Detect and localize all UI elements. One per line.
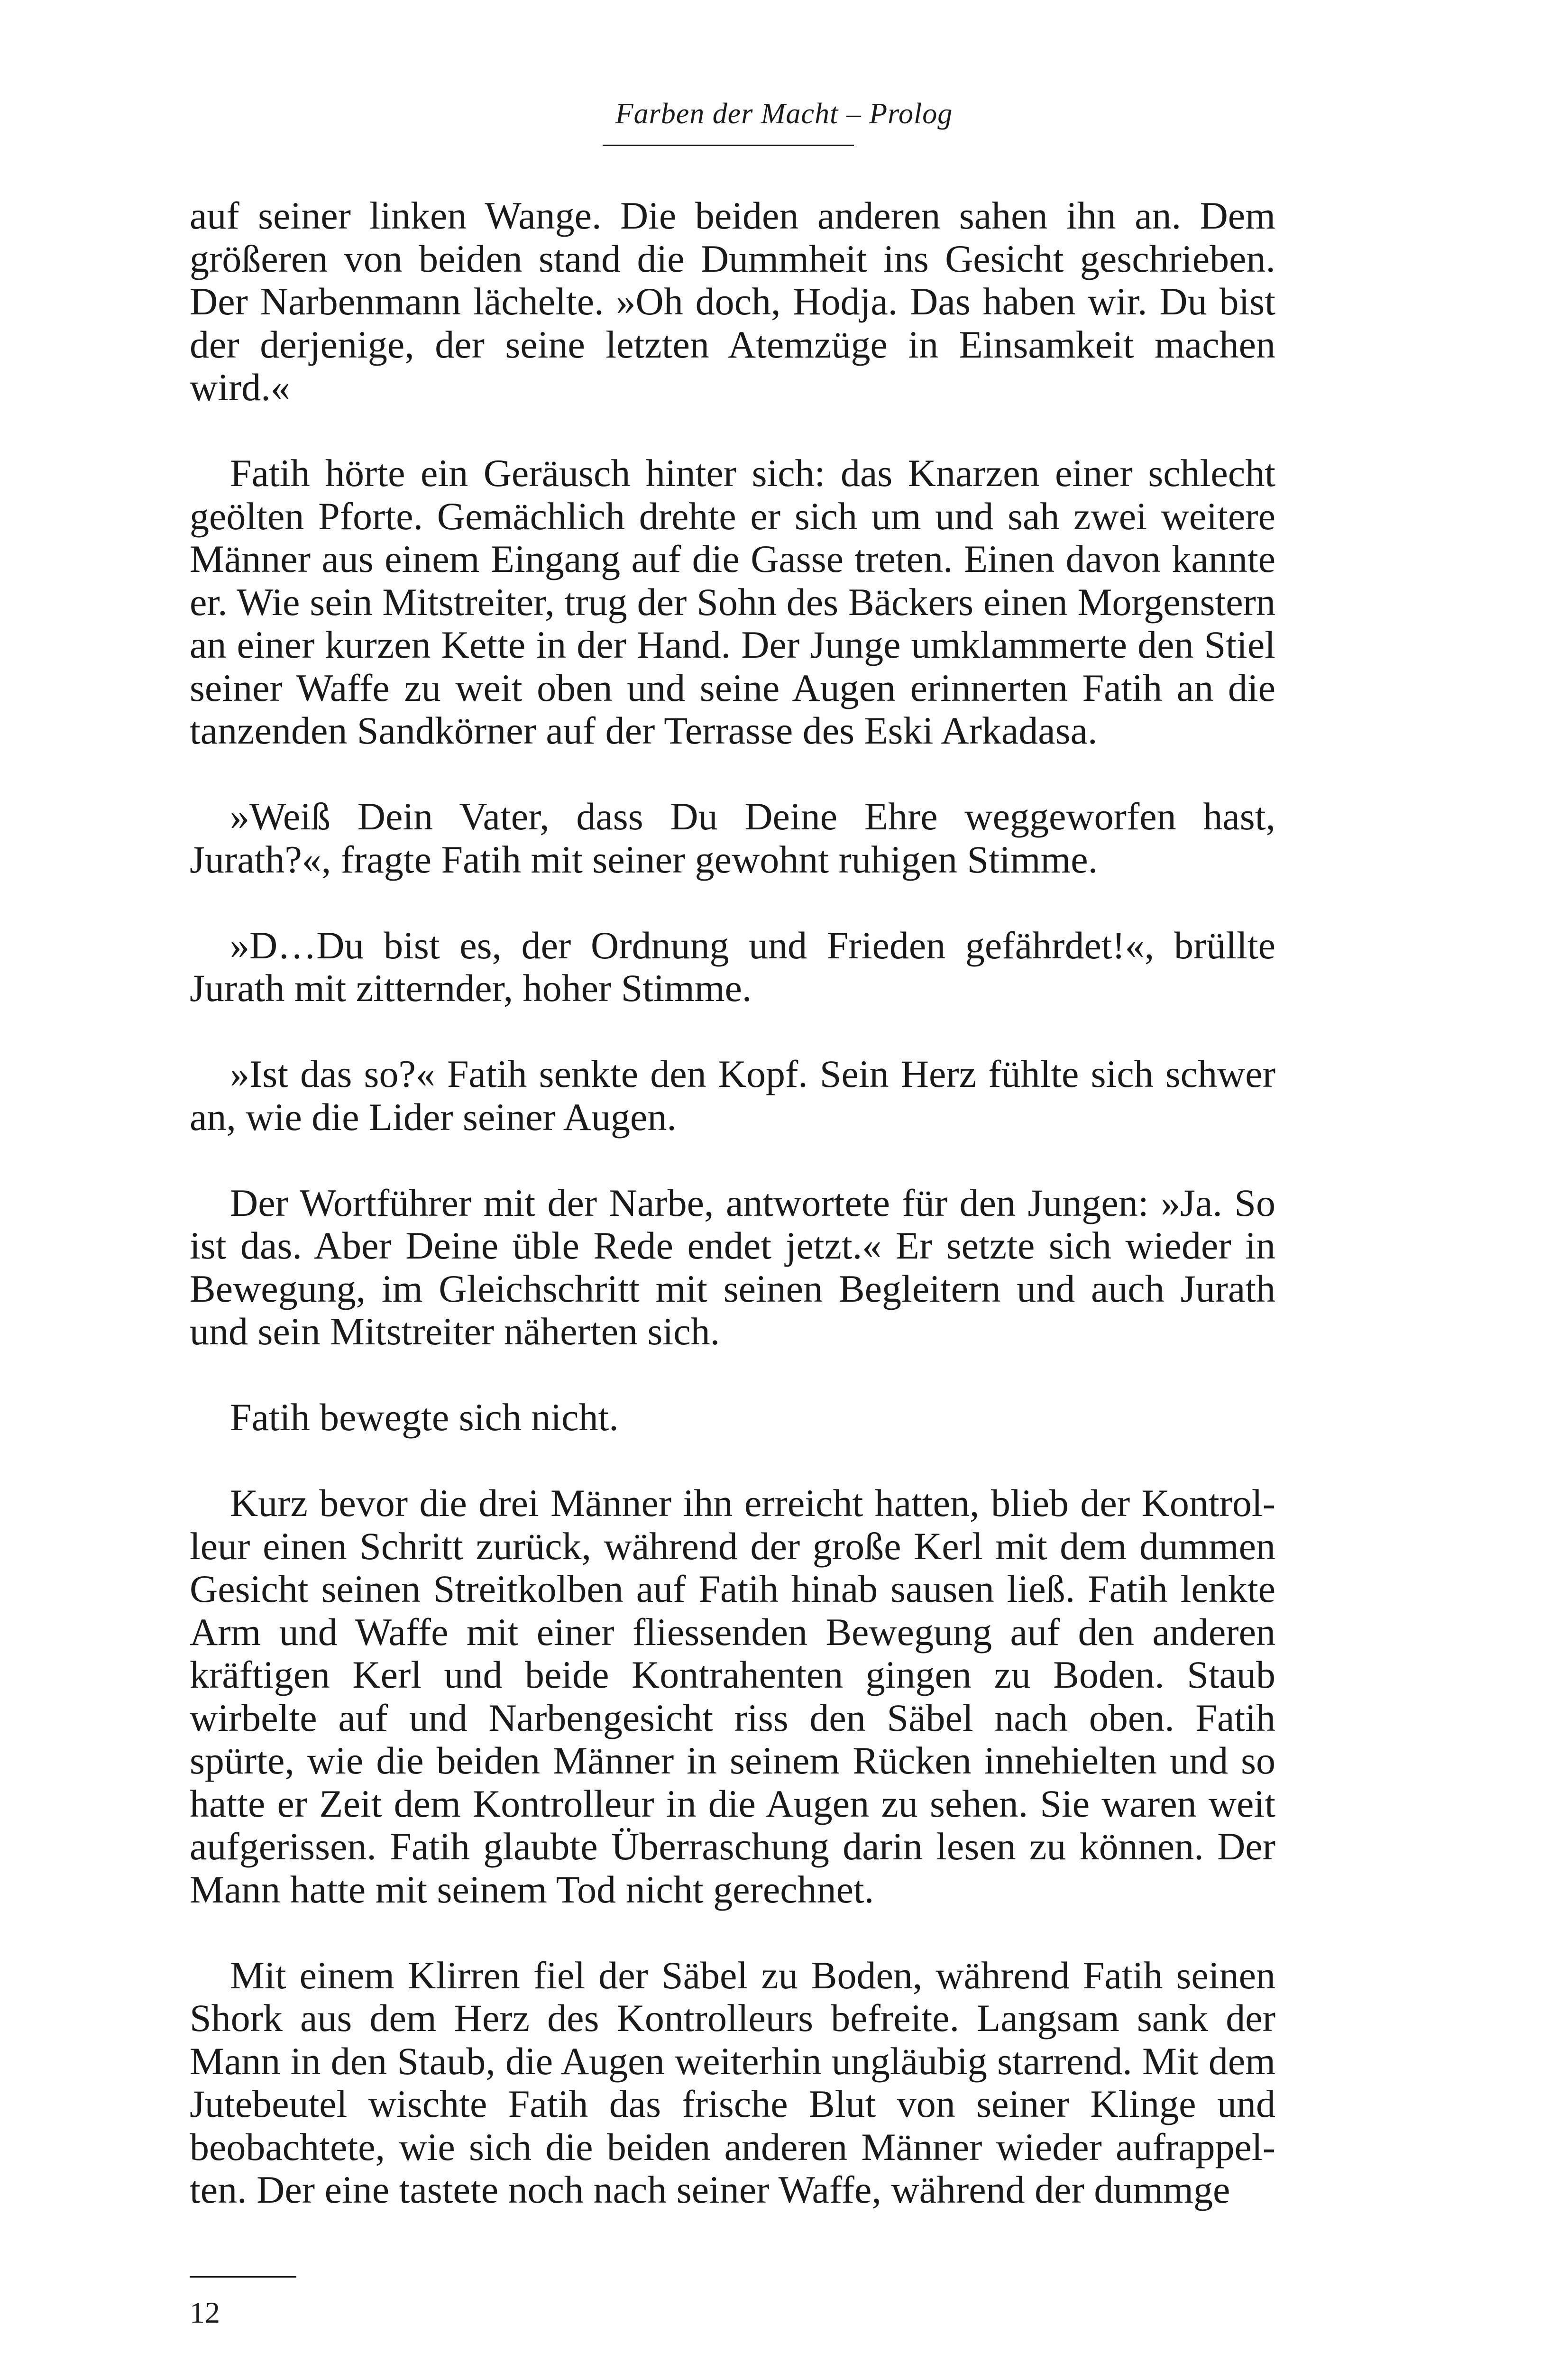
paragraph: Fatih bewegte sich nicht. — [230, 1396, 619, 1439]
footer-divider — [190, 2276, 296, 2278]
paragraph: Kurz bevor die drei Männer ihn erreicht hatten, blieb der Kontrolleur einen Schritt zurück, während der große Kerl mit dem dummen Gesicht seinen Streitkolben auf Fatih hinab sausen ließ. Fatih lenkte Arm und Waffe mit einer fliessenden Bewegung auf den anderen kräftigen Kerl und beide Kontrahenten gingen zu Boden. Staub wirbelte auf und Narbengesicht riss den Säbel nach oben. Fatih spürte, wie die beiden Männer in seinem Rücken innehielten und so hatte er Zeit dem Kontrolleur in die Augen zu sehen. Sie waren weit aufgerissen. Fatih glaubte Überraschung darin lesen zu können. Der Mann hatte mit seinem Tod nicht gerechnet. — [190, 1481, 1275, 1911]
paragraph: auf seiner linken Wange. Die beiden anderen sahen ihn an. Dem größeren von beiden stand die Dummheit ins Gesicht geschrieben. Der Narbenmann lächelte. »Oh doch, Hodja. Das haben wir. Du bist der derjenige, der seine letzten Atemzüge in Einsamkeit machen wird.« — [190, 194, 1275, 409]
paragraph: Fatih hörte ein Geräusch hinter sich: das Knarzen einer schlecht geölten Pforte. Gemächlich drehte er sich um und sah zwei weitere Männer aus einem Eingang auf die Gasse treten. Einen davon kannte er. Wie sein Mitstreiter, trug der Sohn des Bäckers einen Morgenstern an einer kurzen Kette in der Hand. Der Junge umklammerte den Stiel seiner Waffe zu weit oben und seine Augen erinnerten Fatih an die tanzenden Sandkörner auf der Terrasse des Eski Arkadasa. — [190, 451, 1275, 752]
paragraph: »D…Du bist es, der Ordnung und Frieden gefährdet!«, brüllte Jurath mit zitternder, hoher Stimme. — [190, 923, 1275, 1010]
paragraph: Mit einem Klirren fiel der Säbel zu Boden, während Fatih seinen Shork aus dem Herz des Kontrolleurs befreite. Langsam sank der Mann in den Staub, die Augen weiterhin ungläubig starrend. Mit dem Jutebeutel wischte Fatih das frische Blut von seiner Klinge und beobachtete, wie sich die beiden anderen Männer wieder aufrappelten. Der eine tastete noch nach seiner Waffe, während der dummge — [190, 1953, 1275, 2211]
body-text — [190, 194, 1275, 2254]
header-divider — [603, 145, 854, 146]
running-head: Farben der Macht – Prolog — [615, 98, 953, 130]
paragraph: »Weiß Dein Vater, dass Du Deine Ehre weggeworfen hast, Jurath?«, fragte Fatih mit seiner gewohnt ruhigen Stimme. — [190, 795, 1275, 881]
page-number: 12 — [190, 2296, 220, 2329]
paragraph: Der Wortführer mit der Narbe, antwortete für den Jungen: »Ja. So ist das. Aber Deine üble Rede endet jetzt.« Er setzte sich wieder in Bewegung, im Gleichschritt mit seinen Begleitern und auch Jurath und sein Mitstreiter näherten sich. — [190, 1181, 1275, 1353]
paragraph: »Ist das so?« Fatih senkte den Kopf. Sein Herz fühlte sich schwer an, wie die Lider seiner Augen. — [190, 1052, 1275, 1139]
